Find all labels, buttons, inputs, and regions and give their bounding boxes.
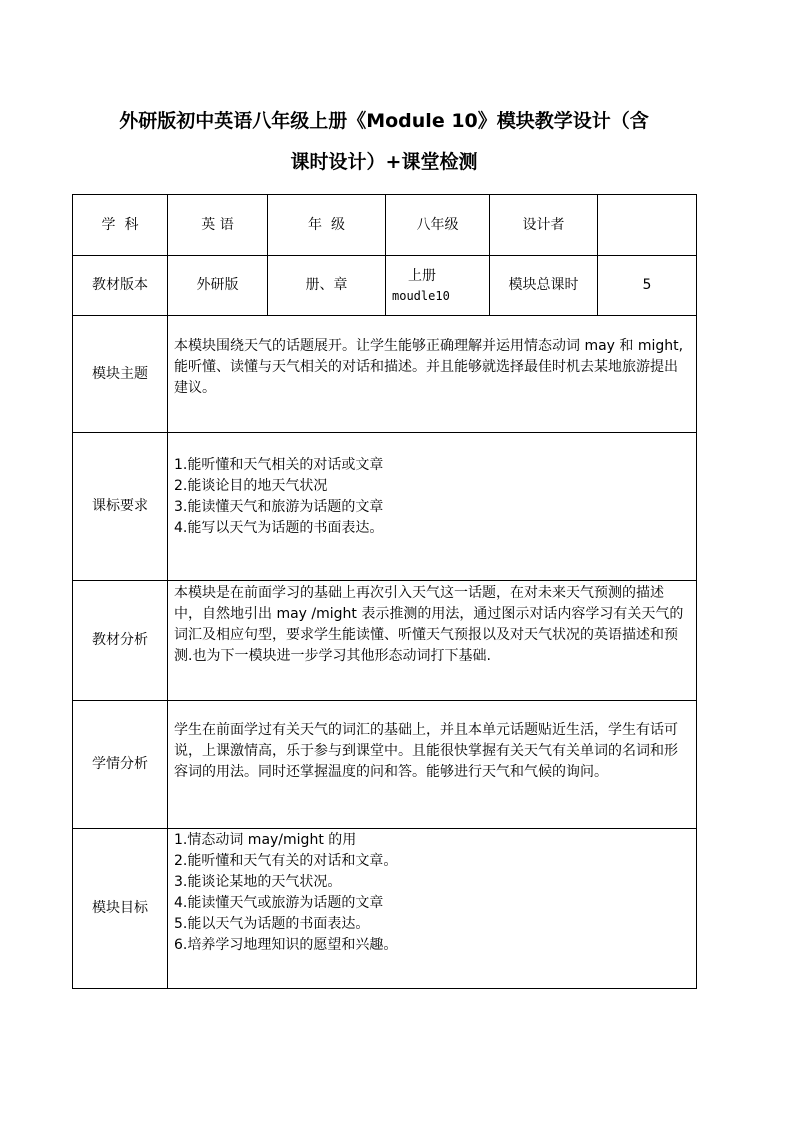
subject-label: 学 科	[73, 195, 168, 256]
material-label: 教材分析	[73, 581, 168, 701]
edition-label: 教材版本	[73, 256, 168, 316]
list-item: 2.能谈论目的地天气状况	[174, 478, 328, 494]
list-item: 2.能听懂和天气有关的对话和文章。	[174, 853, 398, 869]
theme-label: 模块主题	[73, 316, 168, 433]
list-item: 3.能读懂天气和旅游为话题的文章	[174, 499, 384, 515]
grade-label: 年 级	[268, 195, 386, 256]
designer-value	[598, 195, 697, 256]
lesson-plan-table	[72, 194, 697, 989]
students-text	[168, 701, 697, 829]
goals-text	[168, 829, 697, 989]
table-row-students	[73, 701, 697, 829]
list-item: 1.情态动词 may/might 的用	[174, 832, 357, 848]
students-body: 学生在前面学过有关天气的词汇的基础上，并且本单元话题贴近生活，学生有话可说，上课激情高，乐于参与到课堂中。且能很快掌握有关天气有关单词的名词和形容词的用法。同时还掌握温度的问和答。能够进行天气和气候的询问。	[174, 722, 678, 780]
subject-value: 英 语	[168, 195, 268, 256]
goals-label: 模块目标	[73, 829, 168, 989]
edition-value: 外研版	[168, 256, 268, 316]
theme-text	[168, 316, 697, 433]
list-item: 4.能写以天气为话题的书面表达。	[174, 520, 384, 536]
table-row-material	[73, 581, 697, 701]
list-item: 4.能读懂天气或旅游为话题的文章	[174, 895, 384, 911]
table-row-curriculum	[73, 433, 697, 581]
list-item: 5.能以天气为话题的书面表达。	[174, 916, 370, 932]
list-item: 3.能谈论某地的天气状况。	[174, 874, 342, 890]
list-item: 1.能听懂和天气相关的对话或文章	[174, 457, 384, 473]
table-row-theme	[73, 316, 697, 433]
document-title-line-1: 外研版初中英语八年级上册《Module 10》模块教学设计（含	[119, 110, 649, 132]
chapter-label: 册、章	[268, 256, 386, 316]
table-row-subject	[73, 195, 697, 256]
students-label: 学情分析	[73, 701, 168, 829]
list-item: 6.培养学习地理知识的愿望和兴趣。	[174, 937, 398, 953]
table-row-goals	[73, 829, 697, 989]
material-text	[168, 581, 697, 701]
table-row-edition	[73, 256, 697, 316]
curriculum-text	[168, 433, 697, 581]
chapter-value	[386, 256, 490, 316]
document-title-line-2: 课时设计）+课堂检测	[290, 151, 478, 173]
chapter-value-module: moudle10	[392, 289, 450, 303]
total-hours-value: 5	[598, 256, 697, 316]
material-body: 本模块是在前面学习的基础上再次引入天气这一话题，在对未来天气预测的描述中，自然地引出 may /might 表示推测的用法，通过图示对话内容学习有关天气的词汇及相应句型，要求学生能读懂、听懂天气预报以及对天气状况的英语描述和预测.也为下一模块进一步学习其他形态动词打下基础.	[174, 585, 684, 664]
total-hours-label: 模块总课时	[490, 256, 598, 316]
curriculum-label: 课标要求	[73, 433, 168, 581]
grade-value: 八年级	[386, 195, 490, 256]
chapter-value-volume: 上册	[408, 268, 436, 284]
designer-label: 设计者	[490, 195, 598, 256]
theme-body: 本模块围绕天气的话题展开。让学生能够正确理解并运用情态动词 may 和 might,能听懂、读懂与天气相关的对话和描述。并且能够就选择最佳时机去某地旅游提出建议。	[174, 338, 684, 396]
